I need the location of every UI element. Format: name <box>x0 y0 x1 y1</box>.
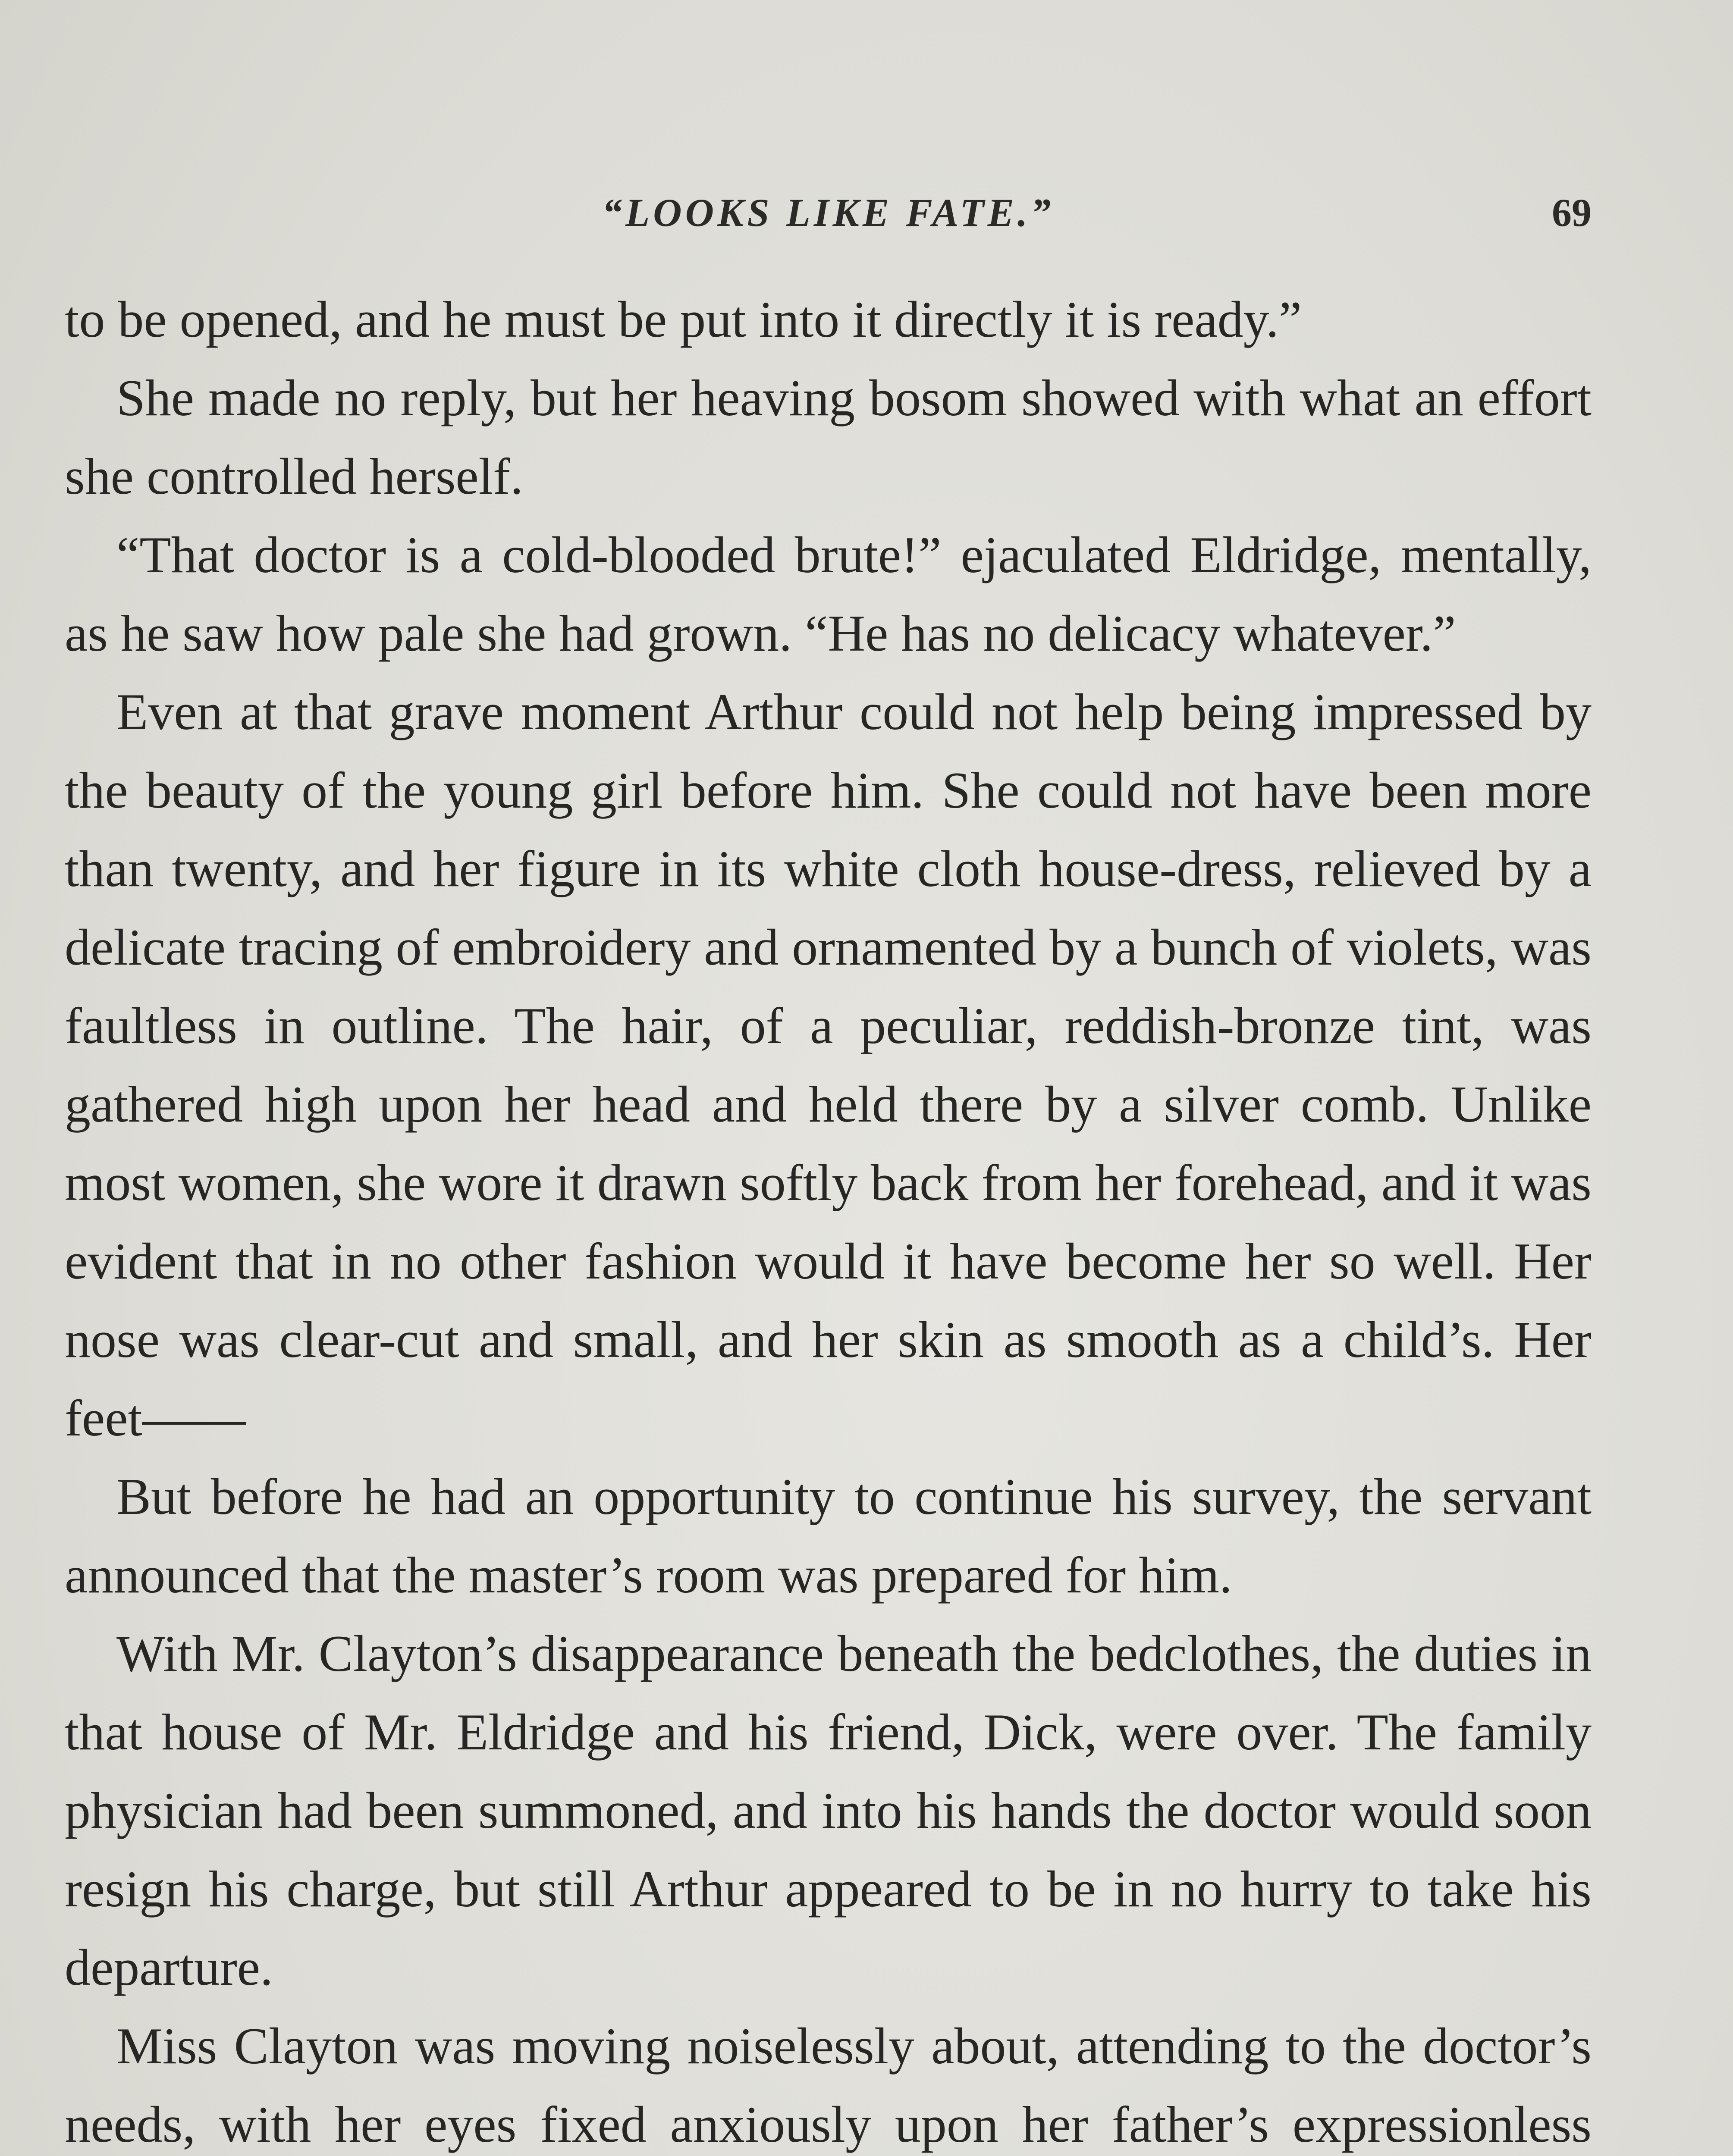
paragraph-3: “That doctor is a cold-blooded brute!” ejaculated Eldridge, mentally, as he saw how pale she had grown. “He has no delicacy whatever.” <box>65 526 1592 662</box>
page-header <box>65 190 1592 254</box>
paragraph-6: With Mr. Clayton’s disappearance beneath the bedclothes, the duties in that house of Mr. Eldridge and his friend, Dick, were over. The family physician had been summoned, and into his hands the doctor would soon resign his charge, but still Arthur appeared to be in no hurry to take his departure. <box>65 1625 1592 1996</box>
paragraph-1: to be opened, and he must be put into it directly it is ready.” <box>65 291 1302 348</box>
page-number: 69 <box>1552 191 1592 235</box>
paragraph-2: She made no reply, but her heaving bosom showed with what an effort she controlled herself. <box>65 369 1592 505</box>
body-text <box>65 280 1592 2156</box>
paragraph-7: Miss Clayton was moving noiselessly about, attending to the doctor’s needs, with her eyes fixed anxiously upon her father’s expressionless <box>65 2017 1592 2153</box>
paragraph-5: But before he had an opportunity to continue his survey, the servant announced that the master’s room was prepared for him. <box>65 1468 1592 1604</box>
paragraph-4: Even at that grave moment Arthur could not help being impressed by the beauty of the young girl before him. She could not have been more than twenty, and her figure in its white cloth house-dress, relieved by a delicate tracing of embroidery and ornamented by a bunch of violets, was faultless in outline. The hair, of a peculiar, reddish-bronze tint, was gathered high upon her head and held there by a silver comb. Unlike most women, she wore it drawn softly back from her forehead, and it was evident that in no other fashion would it have become her so well. Her nose was clear-cut and small, and her skin as smooth as a child’s. Her feet—— <box>65 683 1592 1447</box>
running-head: “LOOKS LIKE FATE.” <box>602 191 1055 235</box>
